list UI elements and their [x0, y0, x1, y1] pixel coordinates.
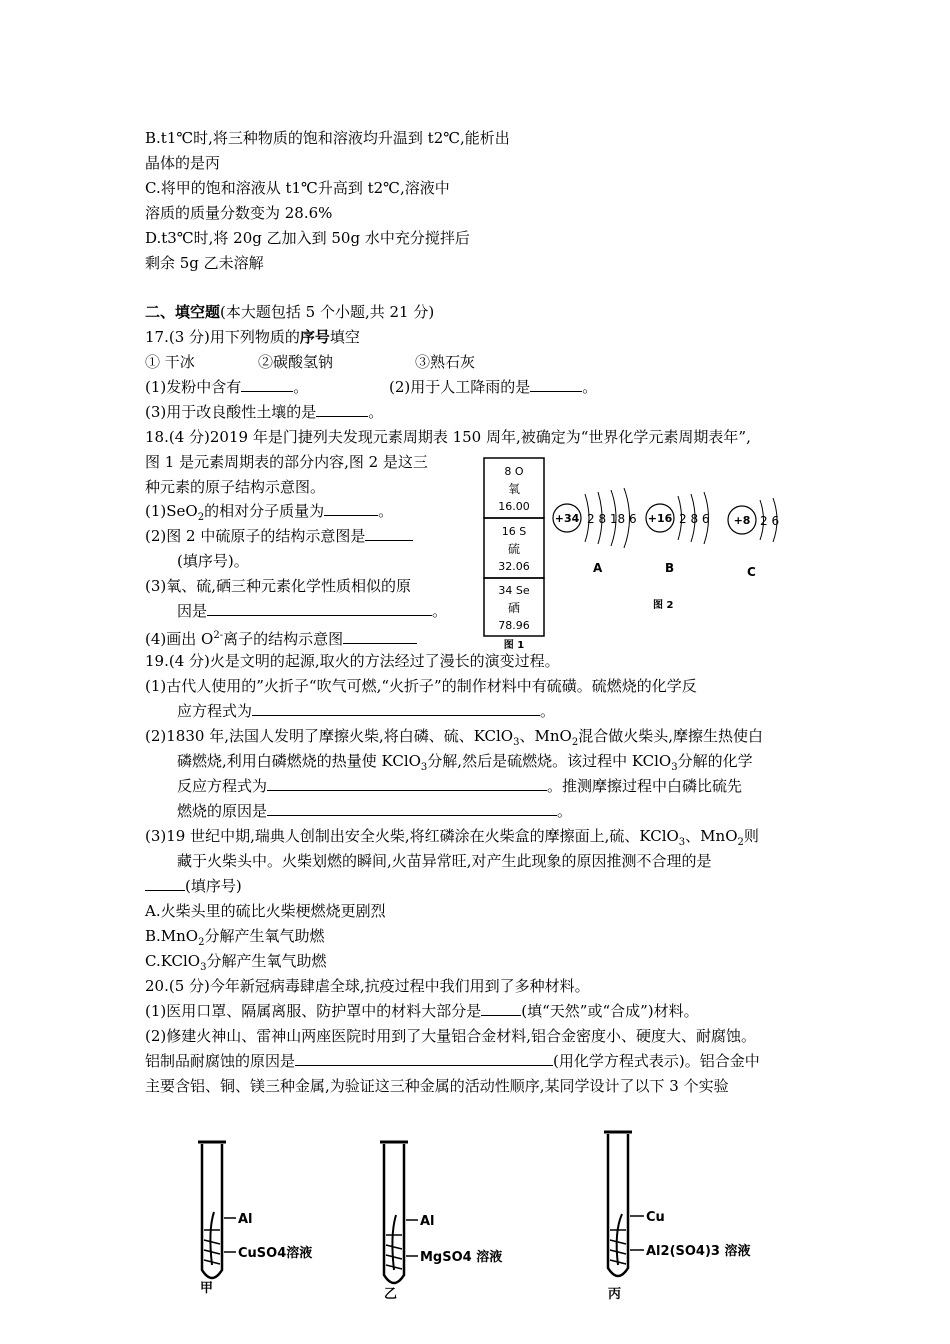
q18-blank-2[interactable]	[365, 526, 413, 541]
q17-end-3: 。	[368, 403, 384, 421]
q18-p3b-text: 因是	[177, 602, 208, 620]
q20-blank-1[interactable]	[481, 1001, 521, 1016]
q20-p3-tail: (用化学方程式表示)。铝合金中	[553, 1052, 760, 1070]
q20-p1-tail: (填“天然”或“合成”)材料。	[521, 1002, 699, 1020]
cell-o-top: 8 O	[504, 465, 524, 478]
q17-option-2: ②碳酸氢钠	[258, 353, 334, 371]
q19-end-2: 。	[557, 802, 573, 820]
q19-p1b-text: 应方程式为	[177, 702, 253, 720]
q18-p1-text-b: 的相对分子质量为	[204, 502, 325, 520]
q17-end-2: 。	[582, 378, 598, 396]
q17-blank-2[interactable]	[530, 377, 582, 392]
q19-optb-sub: 2	[198, 937, 205, 948]
q17-part-2: (2)用于人工降雨的是	[389, 378, 531, 396]
q18-part-3: (3)氧、硫,硒三种元素化学性质相似的原	[145, 577, 412, 595]
q16-option-b-line1: B.t1℃时,将三种物质的饱和溶液均升温到 t2℃,能析出	[145, 129, 510, 147]
q18-part-3b	[177, 601, 447, 621]
q17-blank-3[interactable]	[316, 402, 368, 417]
atom-c-label: C	[747, 565, 756, 579]
q19-p3c-text: (填序号)	[185, 877, 242, 895]
q17-parts-1-2	[145, 377, 745, 397]
q19-p2d-text: 燃烧的原因是	[177, 802, 268, 820]
q18-blank-1[interactable]	[324, 501, 378, 516]
q18-p1-sub: 2	[197, 512, 205, 523]
q16-option-d-line2: 剩余 5g 乙未溶解	[145, 254, 264, 272]
q18-p1-text: (1)SeO	[145, 502, 198, 520]
q17-stem-bold: 序号	[299, 328, 330, 346]
q18-line3: 种元素的原子结构示意图。	[145, 478, 326, 496]
q19-end-1: 。	[540, 702, 556, 720]
figure-1-label: 图 1	[503, 640, 525, 651]
q19-blank-4[interactable]	[145, 876, 185, 891]
cell-s-mass: 32.06	[498, 560, 530, 573]
q19-part-3c	[145, 876, 242, 896]
q16-option-c-line1: C.将甲的饱和溶液从 t1℃升高到 t2℃,溶液中	[145, 179, 450, 197]
q19-p2a-text: (2)1830 年,法国人发明了摩擦火柴,将白磷、硫、KClO	[145, 727, 514, 745]
q19-stem: 19.(4 分)火是文明的起源,取火的方法经过了漫长的演变过程。	[145, 652, 560, 670]
q17-option-3: ③熟石灰	[415, 353, 476, 371]
atom-a-shells: 2 8 18 6	[587, 512, 637, 526]
q19-part-2a	[145, 726, 763, 753]
cell-o-name: 氧	[507, 482, 521, 496]
tube-yi-metal: Al	[420, 1214, 435, 1229]
q18-p4-sup: 2-	[213, 630, 224, 641]
q16-option-c-line2: 溶质的质量分数变为 28.6%	[145, 204, 333, 222]
q17-part-1: (1)发粉中含有	[145, 378, 242, 396]
tube-jia-metal: Al	[238, 1212, 253, 1227]
q19-p2b-text: 磷燃烧,利用白磷燃烧的热量使 KClO	[177, 752, 421, 770]
q19-option-b	[145, 926, 325, 953]
q19-p2a-mno2: 、MnO	[519, 727, 572, 745]
q18-blank-3[interactable]	[207, 601, 432, 616]
q19-optc-sub: 3	[200, 962, 207, 973]
atomic-structure-figure	[545, 470, 795, 620]
q18-stem: 18.(4 分)2019 年是门捷列夫发现元素周期表 150 周年,被确定为“世界化学元素周期表年”,	[145, 428, 751, 446]
q19-optc-text: C.KClO	[145, 952, 201, 970]
q17-part-3: (3)用于改良酸性土壤的是	[145, 403, 317, 421]
q17-stem	[145, 327, 360, 347]
q19-option-c	[145, 951, 326, 978]
q20-part-4: 主要含铝、铜、镁三种金属,为验证这三种金属的活动性顺序,某同学设计了以下 3 个实验	[145, 1077, 729, 1095]
q18-line2: 图 1 是元素周期表的部分内容,图 2 是这三	[145, 453, 428, 471]
q20-part-2: (2)修建火神山、雷神山两座医院时用到了大量铝合金材料,铝合金密度小、硬度大、耐腐蚀。	[145, 1027, 757, 1045]
q19-option-a: A.火柴头里的硫比火柴梗燃烧更剧烈	[145, 902, 386, 920]
q19-p2b-sub3: 3	[420, 762, 428, 773]
q19-p2b-tail: 分解,然后是硫燃烧。该过程中 KClO	[427, 752, 672, 770]
cell-se-name: 硒	[507, 601, 521, 615]
q18-p4-text: (4)画出 O	[145, 630, 214, 648]
q18-p2-text: (2)图 2 中硫原子的结构示意图是	[145, 527, 366, 545]
q17-stem-c: 填空	[329, 328, 360, 346]
q19-p3a-mno2: 、MnO	[685, 827, 738, 845]
q18-part-1	[145, 501, 393, 528]
q20-stem: 20.(5 分)今年新冠病毒肆虐全球,抗疫过程中我们用到了多种材料。	[145, 977, 590, 995]
q19-blank-3[interactable]	[267, 801, 557, 816]
q17-option-1: ① 干冰	[145, 353, 195, 371]
q19-p3a-sub3: 3	[678, 837, 686, 848]
tube-bing-label: 丙	[608, 1287, 622, 1302]
q19-part-3b: 藏于火柴头中。火柴划燃的瞬间,火苗异常旺,对产生此现象的原因推测不合理的是	[177, 852, 712, 870]
q19-optc-tail: 分解产生氧气助燃	[206, 952, 327, 970]
q19-p2a-sub2: 2	[571, 737, 579, 748]
q17-part-3-line	[145, 402, 383, 422]
q18-end-1: 。	[378, 502, 394, 520]
section-2-title: 二、填空题	[145, 303, 221, 321]
section-2-desc: (本大题包括 5 个小题,共 21 分)	[220, 303, 435, 321]
q18-part-4	[145, 626, 417, 649]
q17-options	[145, 352, 476, 372]
q19-p2c-text: 反应方程式为	[177, 777, 268, 795]
atom-a-label: A	[593, 561, 603, 575]
q16-option-b-line2: 晶体的是丙	[145, 154, 221, 172]
q19-part-1b	[177, 701, 555, 721]
tube-jia	[198, 1142, 312, 1296]
q19-part-2d	[177, 801, 572, 821]
q19-p2c-tail: 。推测摩擦过程中白磷比硫先	[547, 777, 743, 795]
q20-p3-text: 铝制品耐腐蚀的原因是	[145, 1052, 296, 1070]
test-tube-experiment-figure	[140, 1120, 800, 1310]
q19-part-2b	[177, 751, 753, 778]
cell-s-name: 硫	[507, 542, 521, 556]
atom-b-label: B	[665, 561, 675, 575]
q16-option-d-line1: D.t3℃时,将 20g 乙加入到 50g 水中充分搅拌后	[145, 229, 470, 247]
atom-c-shells: 2 6	[760, 514, 780, 528]
q20-part-1	[145, 1001, 699, 1021]
tube-yi-label: 乙	[384, 1287, 398, 1302]
cell-se-top: 34 Se	[498, 584, 530, 597]
section-2-header	[145, 302, 434, 322]
q19-part-2c	[177, 776, 742, 796]
q18-end-3: 。	[432, 602, 448, 620]
atom-c-charge: +8	[733, 514, 751, 527]
q18-p4-text-b: 离子的结构示意图	[223, 630, 344, 648]
q19-blank-1[interactable]	[252, 701, 540, 716]
q20-part-3	[145, 1051, 760, 1071]
q19-p2b-end: 分解的化学	[677, 752, 753, 770]
q17-stem-a: 17.(3 分)用下列物质的	[145, 328, 300, 346]
q19-p3a-sub2: 2	[737, 837, 744, 848]
q18-part-2b: (填序号)。	[177, 552, 249, 570]
q19-p2a-sub3: 3	[513, 737, 520, 748]
tube-yi-solution: MgSO4 溶液	[420, 1250, 503, 1265]
q19-part-3a	[145, 826, 759, 853]
q20-p1-text: (1)医用口罩、隔属离服、防护罩中的材料大部分是	[145, 1002, 482, 1020]
q18-part-2	[145, 526, 413, 546]
figure-2-label: 图 2	[653, 600, 674, 611]
tube-bing	[604, 1132, 750, 1302]
q19-blank-2[interactable]	[267, 776, 547, 791]
q19-optb-text: B.MnO	[145, 927, 199, 945]
q19-part-1a: (1)古代人使用的”火折子“吹气可燃,“火折子”的制作材料中有硫磺。硫燃烧的化学反	[145, 677, 697, 695]
atom-b-charge: +16	[647, 512, 673, 525]
q19-p3a-text: (3)19 世纪中期,瑞典人创制出安全火柴,将红磷涂在火柴盒的摩擦面上,硫、KClO	[145, 827, 679, 845]
q19-p2b-sub3b: 3	[671, 762, 678, 773]
tube-bing-metal: Cu	[646, 1210, 665, 1225]
cell-o-mass: 16.00	[498, 500, 530, 513]
q19-optb-tail: 分解产生氧气助燃	[204, 927, 325, 945]
tube-jia-solution: CuSO4溶液	[238, 1246, 313, 1261]
q19-p3a-tail: 则	[743, 827, 759, 845]
q17-blank-1[interactable]	[241, 377, 293, 392]
q17-end-1: 。	[293, 378, 309, 396]
cell-s-top: 16 S	[501, 525, 527, 538]
tube-yi	[380, 1142, 502, 1302]
atom-a-charge: +34	[554, 512, 580, 525]
atom-b-shells: 2 8 6	[679, 512, 710, 526]
q19-p2a-tail: 混合做火柴头,摩擦生热使白	[578, 727, 763, 745]
q20-blank-2[interactable]	[295, 1051, 553, 1066]
tube-bing-solution: Al2(SO4)3 溶液	[646, 1244, 751, 1259]
cell-se-mass: 78.96	[498, 619, 530, 632]
tube-jia-label: 甲	[200, 1281, 214, 1296]
q18-blank-4[interactable]	[343, 629, 417, 644]
